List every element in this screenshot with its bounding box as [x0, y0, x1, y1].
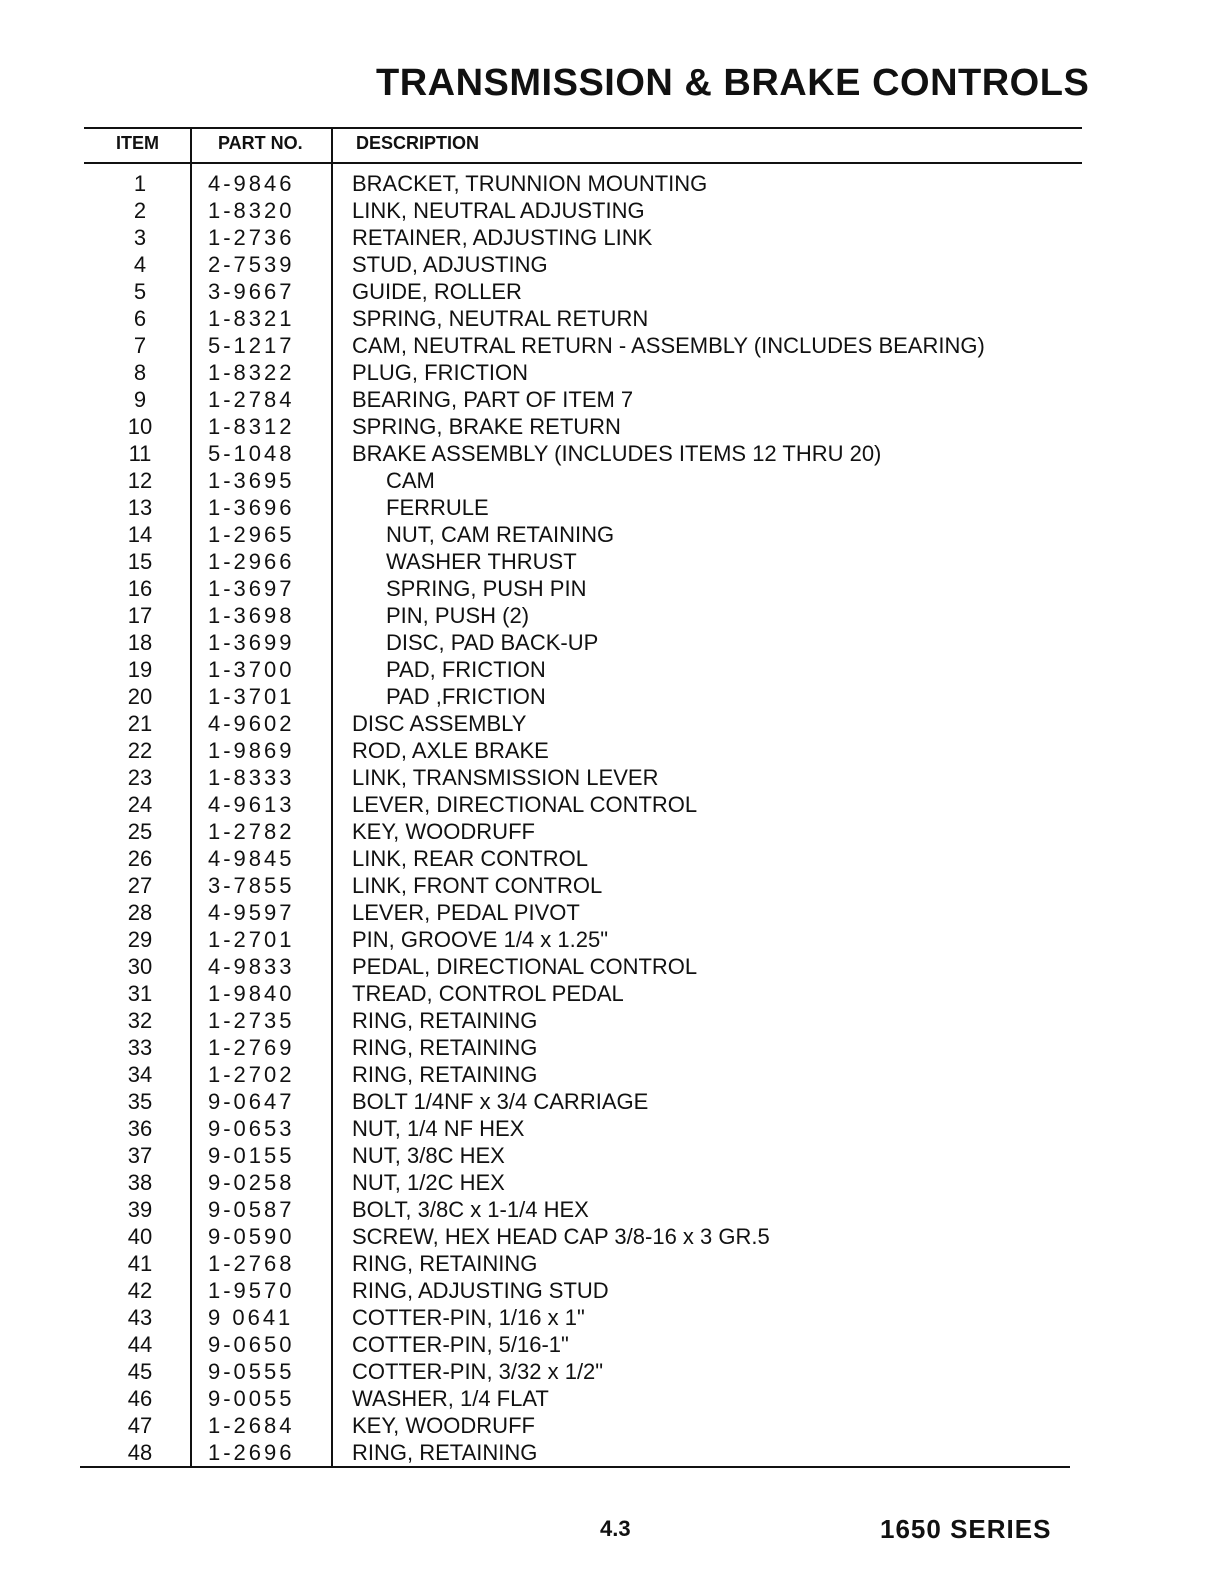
- item-number: 4: [133, 252, 147, 277]
- item-number: 9: [133, 387, 147, 412]
- item-number: 3: [133, 225, 147, 250]
- item-number: 46: [127, 1386, 153, 1411]
- table-row: [0, 1304, 1224, 1331]
- part-description: RING, ADJUSTING STUD: [352, 1278, 609, 1303]
- part-description: CAM, NEUTRAL RETURN - ASSEMBLY (INCLUDES BEARING): [352, 333, 985, 358]
- table-row: [0, 467, 1224, 494]
- item-number: 10: [127, 414, 153, 439]
- page-number: 4.3: [600, 1516, 631, 1541]
- table-row: [0, 872, 1224, 899]
- part-description: BRACKET, TRUNNION MOUNTING: [352, 171, 708, 196]
- item-number: 8: [133, 360, 147, 385]
- item-number: 31: [127, 981, 153, 1006]
- part-number: 1-8321: [208, 306, 295, 331]
- table-row: [0, 818, 1224, 845]
- item-number: 20: [127, 684, 153, 709]
- table-row: [0, 1412, 1224, 1439]
- part-number: 4-9602: [208, 711, 295, 736]
- table-row: [0, 953, 1224, 980]
- item-number: 43: [127, 1305, 153, 1330]
- part-number: 4-9597: [208, 900, 295, 925]
- part-number: 1-2965: [208, 522, 295, 547]
- table-row: [0, 197, 1224, 224]
- table-row: [0, 1223, 1224, 1250]
- part-description: KEY, WOODRUFF: [352, 1413, 535, 1438]
- part-number: 1-3701: [208, 684, 295, 709]
- item-number: 28: [127, 900, 153, 925]
- part-number: 1-3700: [208, 657, 295, 682]
- part-description: ROD, AXLE BRAKE: [352, 738, 549, 763]
- table-row: [0, 791, 1224, 818]
- item-number: 23: [127, 765, 153, 790]
- part-number: 1-2782: [208, 819, 295, 844]
- part-number: 1-2684: [208, 1413, 295, 1438]
- part-number: 1-2768: [208, 1251, 295, 1276]
- table-row: [0, 359, 1224, 386]
- part-description: LINK, FRONT CONTROL: [352, 873, 603, 898]
- part-description: FERRULE: [386, 495, 489, 520]
- part-number: 1-2696: [208, 1440, 295, 1465]
- part-number: 5-1217: [208, 333, 295, 358]
- part-description: KEY, WOODRUFF: [352, 819, 535, 844]
- item-number: 40: [127, 1224, 153, 1249]
- part-number: 9-0587: [208, 1197, 295, 1222]
- part-number: 2-7539: [208, 252, 295, 277]
- item-number: 12: [127, 468, 153, 493]
- item-number: 35: [127, 1089, 153, 1114]
- part-number: 9 0641: [208, 1305, 294, 1330]
- part-number: 1-2784: [208, 387, 295, 412]
- table-row: [0, 629, 1224, 656]
- item-number: 42: [127, 1278, 153, 1303]
- part-number: 1-2736: [208, 225, 295, 250]
- table-bottom-rule: [80, 1466, 1070, 1468]
- item-number: 19: [127, 657, 153, 682]
- part-number: 4-9846: [208, 171, 295, 196]
- part-number: 9-0650: [208, 1332, 295, 1357]
- part-number: 9-0555: [208, 1359, 295, 1384]
- item-number: 13: [127, 495, 153, 520]
- part-description: RING, RETAINING: [352, 1251, 538, 1276]
- item-number: 27: [127, 873, 153, 898]
- part-description: LINK, REAR CONTROL: [352, 846, 588, 871]
- item-number: 22: [127, 738, 153, 763]
- part-description: NUT, CAM RETAINING: [386, 522, 615, 547]
- part-description: PLUG, FRICTION: [352, 360, 529, 385]
- table-row: [0, 764, 1224, 791]
- part-description: DISC, PAD BACK-UP: [386, 630, 599, 655]
- part-number: 4-9613: [208, 792, 295, 817]
- table-row: [0, 656, 1224, 683]
- part-number: 3-7855: [208, 873, 295, 898]
- part-description: COTTER-PIN, 5/16-1": [352, 1332, 569, 1357]
- part-number: 9-0055: [208, 1386, 295, 1411]
- table-row: [0, 305, 1224, 332]
- part-description: TREAD, CONTROL PEDAL: [352, 981, 624, 1006]
- part-description: LINK, NEUTRAL ADJUSTING: [352, 198, 645, 223]
- item-number: 41: [127, 1251, 153, 1276]
- item-number: 39: [127, 1197, 153, 1222]
- part-number: 1-2701: [208, 927, 295, 952]
- item-number: 21: [127, 711, 153, 736]
- part-description: RING, RETAINING: [352, 1440, 538, 1465]
- part-number: 1-8320: [208, 198, 295, 223]
- part-description: SPRING, BRAKE RETURN: [352, 414, 621, 439]
- item-number: 15: [127, 549, 153, 574]
- item-number: 34: [127, 1062, 153, 1087]
- part-number: 1-3695: [208, 468, 295, 493]
- table-row: [0, 575, 1224, 602]
- part-description: LEVER, DIRECTIONAL CONTROL: [352, 792, 698, 817]
- part-number: 9-0590: [208, 1224, 295, 1249]
- table-row: [0, 710, 1224, 737]
- table-row: [0, 386, 1224, 413]
- page-title: TRANSMISSION & BRAKE CONTROLS: [376, 62, 1090, 104]
- part-number: 1-2769: [208, 1035, 295, 1060]
- part-number: 1-3697: [208, 576, 295, 601]
- table-row: [0, 494, 1224, 521]
- table-row: [0, 737, 1224, 764]
- table-row: [0, 224, 1224, 251]
- table-row: [0, 1385, 1224, 1412]
- table-row: [0, 926, 1224, 953]
- part-description: GUIDE, ROLLER: [352, 279, 522, 304]
- part-number: 9-0155: [208, 1143, 295, 1168]
- part-description: RING, RETAINING: [352, 1062, 538, 1087]
- part-description: RETAINER, ADJUSTING LINK: [352, 225, 653, 250]
- table-row: [0, 845, 1224, 872]
- table-row: [0, 1358, 1224, 1385]
- item-number: 36: [127, 1116, 153, 1141]
- table-row: [0, 1439, 1224, 1466]
- header-description: DESCRIPTION: [356, 133, 480, 153]
- item-number: 44: [127, 1332, 153, 1357]
- part-description: LEVER, PEDAL PIVOT: [352, 900, 580, 925]
- part-number: 1-3696: [208, 495, 295, 520]
- part-number: 1-8312: [208, 414, 295, 439]
- header-part-no: PART NO.: [218, 133, 303, 153]
- item-number: 25: [127, 819, 153, 844]
- part-number: 9-0258: [208, 1170, 295, 1195]
- table-row: [0, 980, 1224, 1007]
- table-row: [0, 332, 1224, 359]
- item-number: 30: [127, 954, 153, 979]
- part-number: 5-1048: [208, 441, 295, 466]
- part-description: SPRING, PUSH PIN: [386, 576, 587, 601]
- part-number: 1-8322: [208, 360, 295, 385]
- part-description: WASHER, 1/4 FLAT: [352, 1386, 549, 1411]
- item-number: 26: [127, 846, 153, 871]
- item-number: 32: [127, 1008, 153, 1033]
- header-top-rule: [84, 127, 1082, 129]
- table-row: [0, 278, 1224, 305]
- table-row: [0, 521, 1224, 548]
- item-number: 6: [133, 306, 147, 331]
- part-description: BOLT 1/4NF x 3/4 CARRIAGE: [352, 1089, 649, 1114]
- part-description: RING, RETAINING: [352, 1008, 538, 1033]
- part-description: PAD, FRICTION: [386, 657, 546, 682]
- table-row: [0, 1088, 1224, 1115]
- part-number: 1-8333: [208, 765, 295, 790]
- table-row: [0, 683, 1224, 710]
- part-number: 4-9833: [208, 954, 295, 979]
- part-description: NUT, 3/8C HEX: [352, 1143, 505, 1168]
- part-description: PIN, PUSH (2): [386, 603, 530, 628]
- part-description: WASHER THRUST: [386, 549, 577, 574]
- item-number: 38: [127, 1170, 153, 1195]
- part-description: PEDAL, DIRECTIONAL CONTROL: [352, 954, 698, 979]
- table-row: [0, 251, 1224, 278]
- table-row: [0, 899, 1224, 926]
- item-number: 48: [127, 1440, 153, 1465]
- table-row: [0, 1061, 1224, 1088]
- part-description: PAD ,FRICTION: [386, 684, 546, 709]
- item-number: 24: [127, 792, 153, 817]
- part-description: BEARING, PART OF ITEM 7: [352, 387, 634, 412]
- part-number: 1-9570: [208, 1278, 295, 1303]
- header-bottom-rule: [84, 162, 1082, 164]
- item-number: 47: [127, 1413, 153, 1438]
- part-description: SCREW, HEX HEAD CAP 3/8-16 x 3 GR.5: [352, 1224, 770, 1249]
- item-number: 14: [127, 522, 153, 547]
- part-description: NUT, 1/4 NF HEX: [352, 1116, 525, 1141]
- part-number: 1-9840: [208, 981, 295, 1006]
- part-number: 1-3698: [208, 603, 295, 628]
- item-number: 11: [128, 441, 152, 466]
- item-number: 33: [127, 1035, 153, 1060]
- part-number: 9-0653: [208, 1116, 295, 1141]
- series-label: 1650 SERIES: [880, 1514, 1052, 1544]
- part-description: BOLT, 3/8C x 1-1/4 HEX: [352, 1197, 589, 1222]
- part-number: 1-9869: [208, 738, 295, 763]
- part-description: NUT, 1/2C HEX: [352, 1170, 505, 1195]
- part-description: RING, RETAINING: [352, 1035, 538, 1060]
- part-description: DISC ASSEMBLY: [352, 711, 527, 736]
- part-description: BRAKE ASSEMBLY (INCLUDES ITEMS 12 THRU 20): [352, 441, 882, 466]
- header-item: ITEM: [116, 133, 159, 153]
- table-row: [0, 1196, 1224, 1223]
- parts-table-body: [0, 170, 1224, 1466]
- part-description: COTTER-PIN, 1/16 x 1": [352, 1305, 585, 1330]
- table-row: [0, 413, 1224, 440]
- item-number: 18: [127, 630, 153, 655]
- item-number: 5: [133, 279, 147, 304]
- part-description: CAM: [386, 468, 435, 493]
- part-description: PIN, GROOVE 1/4 x 1.25": [352, 927, 609, 952]
- part-description: LINK, TRANSMISSION LEVER: [352, 765, 659, 790]
- part-number: 1-3699: [208, 630, 295, 655]
- table-row: [0, 1250, 1224, 1277]
- table-row: [0, 170, 1224, 197]
- table-row: [0, 440, 1224, 467]
- table-row: [0, 548, 1224, 575]
- table-row: [0, 602, 1224, 629]
- table-row: [0, 1331, 1224, 1358]
- item-number: 37: [127, 1143, 153, 1168]
- table-row: [0, 1169, 1224, 1196]
- table-row: [0, 1142, 1224, 1169]
- item-number: 29: [127, 927, 153, 952]
- part-number: 1-2702: [208, 1062, 295, 1087]
- part-description: COTTER-PIN, 3/32 x 1/2": [352, 1359, 604, 1384]
- part-description: SPRING, NEUTRAL RETURN: [352, 306, 649, 331]
- item-number: 1: [133, 171, 147, 196]
- table-row: [0, 1115, 1224, 1142]
- item-number: 17: [127, 603, 153, 628]
- part-description: STUD, ADJUSTING: [352, 252, 548, 277]
- item-number: 2: [133, 198, 147, 223]
- item-number: 7: [133, 333, 147, 358]
- part-number: 4-9845: [208, 846, 295, 871]
- table-row: [0, 1034, 1224, 1061]
- item-number: 16: [127, 576, 153, 601]
- part-number: 9-0647: [208, 1089, 295, 1114]
- item-number: 45: [127, 1359, 153, 1384]
- part-number: 1-2966: [208, 549, 295, 574]
- part-number: 3-9667: [208, 279, 295, 304]
- table-row: [0, 1007, 1224, 1034]
- part-number: 1-2735: [208, 1008, 295, 1033]
- table-row: [0, 1277, 1224, 1304]
